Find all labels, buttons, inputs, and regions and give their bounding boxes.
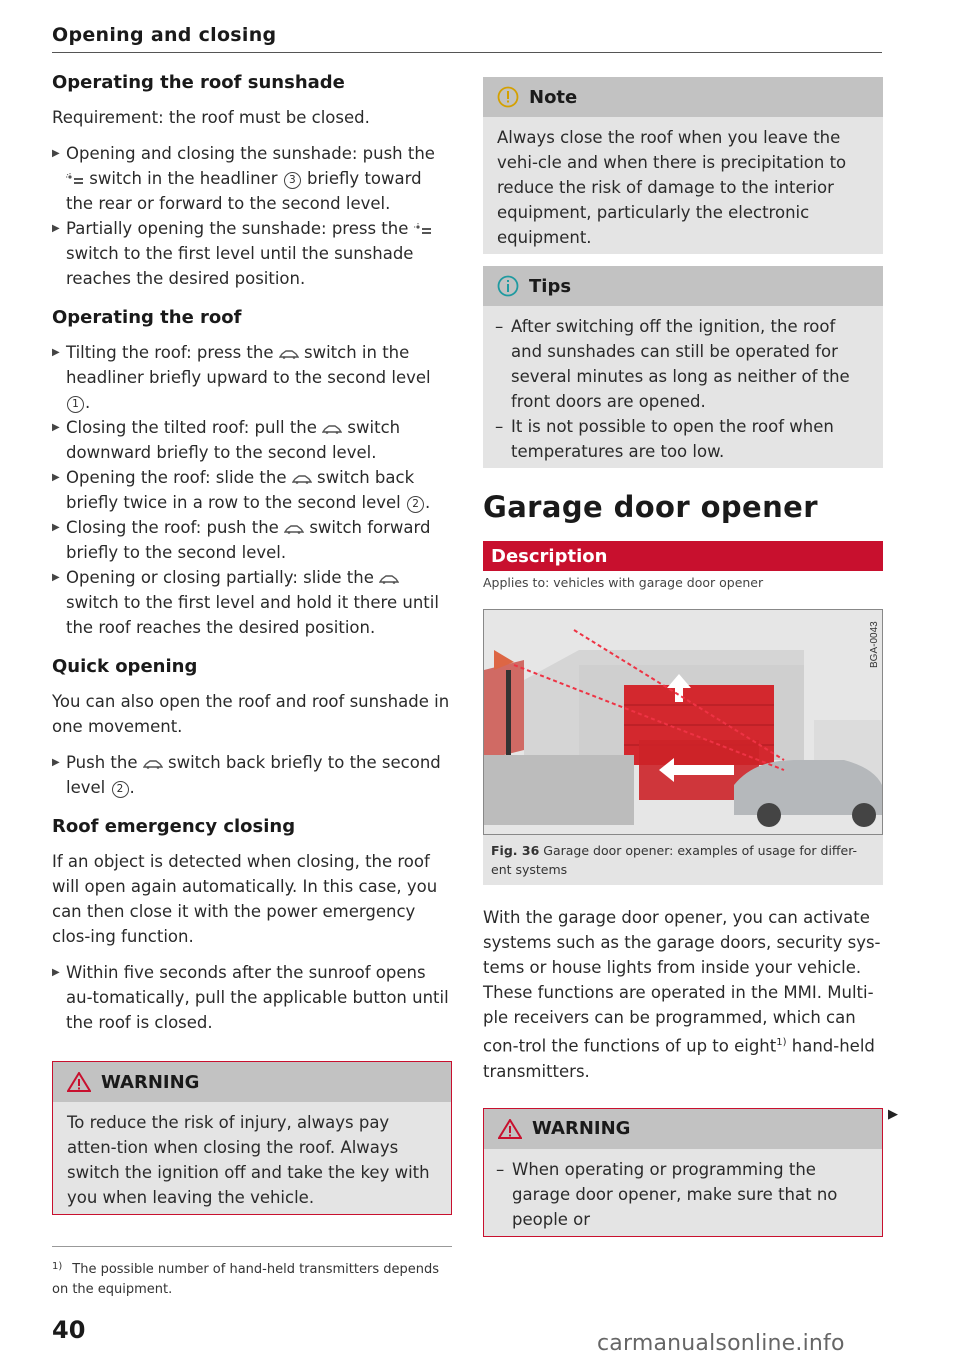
- sunshade-switch-icon: [414, 223, 432, 235]
- warning-box-left: [52, 1061, 452, 1215]
- sunshade-bullet-1: ▶ Opening and closing the sunshade: push the switch in the headliner 3 briefly toward the rear or forward to the second level.: [52, 141, 452, 216]
- quick-opening-bullet: ▶ Push the switch back briefly to the second level 2 .: [52, 750, 452, 800]
- garage-description-text: With the garage door opener, you can activate systems such as the garage doors, security sys-tems or house lights from inside your vehicle. These functions are operated in the MMI. Multi-ple receivers can be programmed, which can con-trol the functions of up to eight$^{1)}$ hand-held transmitters.: [483, 908, 881, 1081]
- warning-triangle-icon: [498, 1119, 522, 1139]
- right-column: [483, 70, 883, 1237]
- sunshade-bullet-2: ▶ Partially opening the sunshade: press the switch to the first level until the sunshade reaches the desired position.: [52, 216, 452, 291]
- car-roof-switch-icon: [284, 523, 304, 534]
- sunshade-heading: Operating the roof sunshade: [52, 72, 345, 93]
- tips-header: [483, 266, 883, 306]
- page-header-title: Opening and closing: [52, 24, 277, 46]
- callout-2: 2: [112, 781, 129, 798]
- footnote-rule: [52, 1246, 452, 1247]
- tips-body: [483, 306, 883, 468]
- warning-item: – When operating or programming the garage door opener, make sure that no people or: [484, 1157, 868, 1232]
- tips-item: – It is not possible to open the roof when temperatures are too low.: [483, 414, 869, 464]
- roof-bullet-3: ▶ Opening the roof: slide the switch back briefly twice in a row to the second level 2 .: [52, 465, 452, 515]
- watermark: carmanualsonline.info: [597, 1331, 845, 1356]
- info-icon: [497, 275, 519, 297]
- roof-bullet-2: ▶ Closing the tilted roof: pull the switch downward briefly to the second level.: [52, 415, 452, 465]
- car-roof-switch-icon: [322, 423, 342, 434]
- roof-bullet-4: ▶ Closing the roof: push the switch forward briefly to the second level.: [52, 515, 452, 565]
- roof-heading: Operating the roof: [52, 307, 242, 328]
- tips-title: Tips: [529, 275, 572, 297]
- page-number: 40: [52, 1316, 86, 1344]
- note-header: [483, 77, 883, 117]
- emergency-closing-text: If an object is detected when closing, the roof will open again automatically. In this case, you can then close it with the power emergency clos-ing function.: [52, 852, 438, 946]
- garage-figure: [483, 609, 883, 835]
- note-body: Always close the roof when you leave the vehi-cle and when there is precipitation to reduce the risk of damage to the interior equipment, particularly the electronic equipment.: [497, 128, 847, 247]
- footnote-mark: 1): [52, 1261, 63, 1272]
- tips-box: [483, 266, 883, 468]
- car-roof-switch-icon: [379, 573, 399, 584]
- figure-id-label: [866, 614, 880, 670]
- note-title: Note: [529, 86, 578, 108]
- garage-illustration: [484, 610, 882, 834]
- warning-triangle-icon: [67, 1072, 91, 1092]
- car-roof-switch-icon: [292, 473, 312, 484]
- warning-body: To reduce the risk of injury, always pay atten-tion when closing the roof. Always switch the ignition off and take the key with you when leaving the vehicle.: [67, 1113, 430, 1207]
- applies-to: Applies to: vehicles with garage door opener: [483, 575, 764, 590]
- warning-title: WARNING: [532, 1118, 631, 1139]
- emergency-closing-heading: Roof emergency closing: [52, 816, 296, 837]
- tips-item: – After switching off the ignition, the roof and sunshades can still be operated for several minutes as long as neither of the front doors are opened.: [483, 314, 869, 414]
- svg-text:BGA-0043: BGA-0043: [869, 621, 880, 668]
- emergency-closing-bullet: ▶ Within five seconds after the sunroof opens au-tomatically, pull the applicable button until the roof is closed.: [52, 960, 452, 1035]
- description-section-bar: Description: [483, 541, 883, 571]
- car-roof-switch-icon: [279, 348, 299, 359]
- continue-arrow-icon: ▶: [888, 1107, 898, 1122]
- callout-2: 2: [407, 496, 424, 513]
- warning-header: [484, 1109, 882, 1149]
- roof-bullet-1: ▶ Tilting the roof: press the switch in the headliner briefly upward to the second level 1 .: [52, 340, 452, 415]
- quick-opening-heading: Quick opening: [52, 656, 198, 677]
- roof-bullet-5: ▶ Opening or closing partially: slide the switch to the first level and hold it there until the roof reaches the desired position.: [52, 565, 452, 640]
- figure-caption: Fig. 36 Garage door opener: examples of usage for differ-ent systems: [483, 835, 883, 885]
- garage-door-opener-heading: Garage door opener: [483, 490, 818, 524]
- sunshade-requirement: Requirement: the roof must be closed.: [52, 108, 370, 127]
- left-column: [52, 70, 452, 1215]
- car-roof-switch-icon: [143, 758, 163, 769]
- warning-body: [484, 1149, 882, 1236]
- callout-3: 3: [284, 172, 301, 189]
- warning-box-right: [483, 1108, 883, 1237]
- warning-header: [53, 1062, 451, 1102]
- footnote: $^{1)}$ The possible number of hand-held transmitters depends on the equipment.: [52, 1261, 439, 1297]
- sunshade-switch-icon: [66, 173, 84, 185]
- note-box: [483, 77, 883, 254]
- note-exclamation-icon: [497, 86, 519, 108]
- header-rule: [52, 52, 882, 53]
- quick-opening-text: You can also open the roof and roof sunshade in one movement.: [52, 692, 450, 736]
- callout-1: 1: [67, 396, 84, 413]
- warning-title: WARNING: [101, 1071, 200, 1093]
